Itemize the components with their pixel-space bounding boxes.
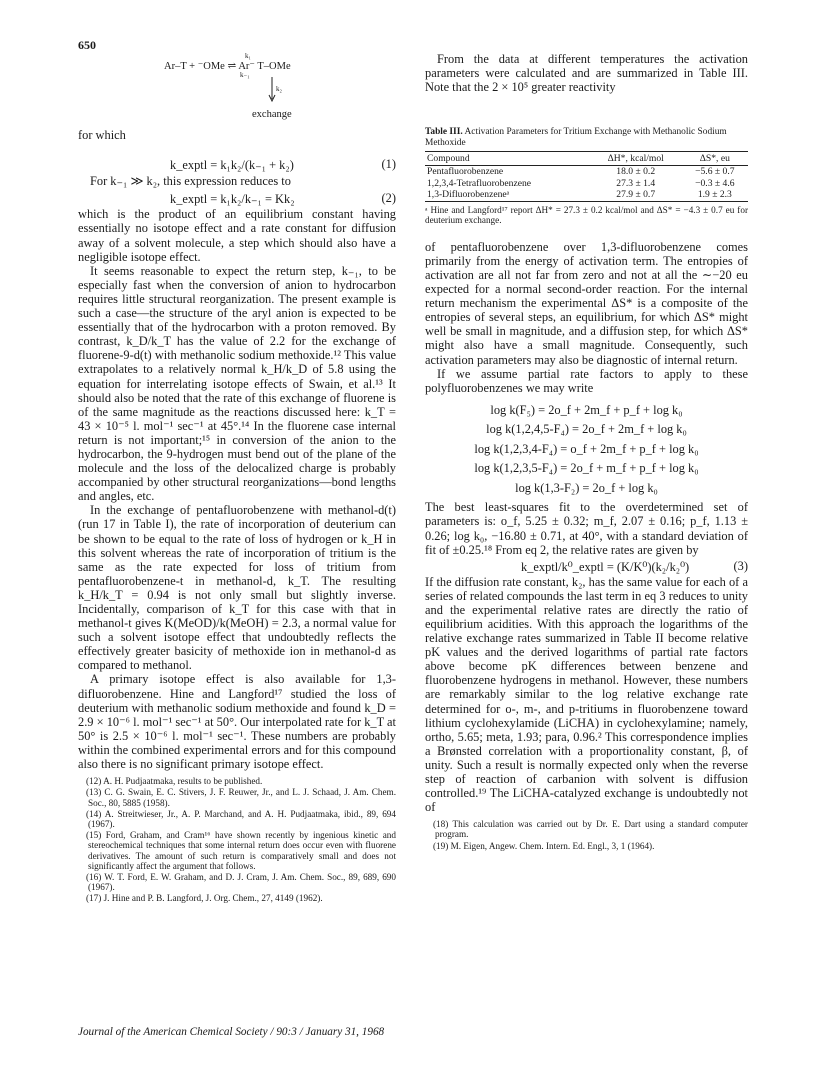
paragraph: From the data at different temperatures the activation parameters were calculated and are summarized in Table III. Note that the 2 × 10⁵ greater reactivity (425, 52, 748, 95)
paragraph: If the diffusion rate constant, k₂, has the same value for each of a series of related compounds the last term in eq 3 reduces to unity and the experimental relative rates are directly the ratio of equilibrium acidities. With this approach the logarithms of the relative exchange rates summarized in Table II become relative pK values and the derived logarithms of partial rate factors above become pK differences between benzene and fluorobenzene hydrogens in methanol. However, these numbers are remarkably similar to the log relative exchange rate determined for o-, m-, and p-tritiums in fluorobenzene toward lithium cyclohexylamide (LiCHA) in cyclohexylamine; namely, ortho, 5.65; meta, 1.93; para, 0.96.² This correspondence implies a Brønsted correlation with a proportionality constant, β, of unity. Such a result is normally expected only when the reverse step of reaction of carbanion with solvent is diffusion controlled.¹⁹ The LiCHA-catalyzed exchange is undoubtedly not of (425, 574, 748, 815)
table-cell: 18.0 ± 0.2 (616, 166, 656, 178)
log-equation: log k(1,3-F₂) = 2o_f + log k₀ (515, 480, 658, 495)
table-iii (425, 151, 748, 202)
table-caption-text: Activation Parameters for Tritium Exchange with Methanolic Sodium Methoxide (425, 127, 727, 149)
log-equation: log k(1,2,4,5-F₄) = 2o_f + 2m_f + log k₀ (486, 422, 687, 437)
table-caption (425, 127, 748, 149)
footnote: (14) A. Streitwieser, Jr., A. P. Marchand, and A. H. Pudjaatmaka, ibid., 89, 694 (1967). (86, 808, 396, 829)
paragraph: of pentafluorobenzene over 1,3-difluorobenzene comes primarily from the energy of activation term. The entropies of activation are all not far from zero and not at all the ∼−20 eu expected for a normal second-order reaction. For the internal return mechanism the experimental ΔS* is a composite of the entropies of several steps, an equilibrium, for which ΔS* might well be small in magnitude, and a diffusion step, for which ΔS* might also have a small magnitude. Consequently, such activation parameters may also be diagnostic of internal return. (425, 239, 748, 367)
scheme-k2: k₂ (276, 85, 282, 93)
scheme-product: exchange (252, 109, 292, 120)
equation-3 (425, 557, 748, 575)
footnotes-right (425, 818, 748, 851)
equation-2-body: k_exptl = k₁k₂/k₋₁ = Kk₂ (170, 192, 295, 207)
right-column (425, 52, 748, 852)
paragraph: which is the product of an equilibrium constant having essentially no isotope effect and a rate constant for diffusion away of a solvent molecule, a step which should also have a negligible isotope effect. (78, 207, 396, 264)
table-cell: 1.9 ± 2.3 (682, 189, 748, 201)
paragraph: In the exchange of pentafluorobenzene with methanol-d(t) (run 17 in Table I), the rate of incorporation of deuterium can be shown to be equal to the rate of loss of hydrogen or k_H in this solvent whereas the rate of incorporation of tritium is the same as the rate expected for loss of tritium from pentafluorobenzene-t in methanol-d, k_T. The resulting k_H/k_T = 0.94 is not only small but slightly inverse. Incidentally, comparison of k_T for this case with that in methanol-t gives K(MeOD)/k(MeOH) = 2.3, a normal value for such a solvent isotope effect that undoubtedly reflects the effectively greater basicity of methoxide ion in methanol-d as compared to methanol. (78, 503, 396, 673)
table-row (425, 166, 748, 178)
scheme-k-minus-1: k₋₁ (240, 71, 250, 79)
equation-3-number: (3) (733, 558, 748, 573)
table-cell: 27.3 ± 1.4 (616, 177, 656, 189)
footnotes-left (78, 775, 396, 903)
for-which: for which (78, 128, 126, 142)
table-cell: Pentafluorobenzene (427, 166, 504, 178)
scheme-equation: Ar–T + ⁻OMe ⇌ Ar⁻ T–OMe (164, 61, 291, 72)
paragraph: If we assume partial rate factors to apply to these polyfluorobenzenes we may write (425, 366, 748, 395)
table-cell: 1,3-Difluorobenzeneᵃ (425, 189, 590, 201)
equation-1-body: k_exptl = k₁k₂/(k₋₁ + k₂) (170, 158, 294, 173)
down-arrow-icon (268, 77, 276, 103)
paragraph: A primary isotope effect is also available for 1,3-difluorobenzene. Hine and Langford¹⁷ studied the loss of deuterium with methanolic sodium methoxide and found k_D = 2.9 × 10⁻⁶ l. mol⁻¹ sec⁻¹ at 50°. Our interpolated rate for k_T at 50° is 2.5 × 10⁻⁶ l. mol⁻¹ sec⁻¹. These numbers are probably within the combined experimental errors and for this compound also there is no significant primary isotope effect. (78, 672, 396, 772)
footnote: (16) W. T. Ford, E. W. Graham, and D. J. Cram, J. Am. Chem. Soc., 89, 689, 690 (1967). (86, 871, 396, 893)
journal-footer: Journal of the American Chemical Society / 90:3 / January 31, 1968 (78, 1026, 385, 1038)
footnote: (15) Ford, Graham, and Cram¹⁶ have shown recently by ingenious kinetic and stereochemical techniques that some internal return does occur even with fluorene derivatives. The amount of such return is comparatively small and does not significantly affect the argument that follows. (86, 830, 396, 871)
reaction-scheme (78, 52, 396, 128)
equation-1-number: (1) (381, 157, 396, 172)
equation-3-body: k_exptl/k⁰_exptl = (K/K⁰)(k₂/k₂⁰) (521, 559, 690, 574)
footnote: (17) J. Hine and P. B. Langford, J. Org. Chem., 27, 4149 (1962). (86, 893, 323, 904)
partial-rate-equations (425, 401, 748, 499)
log-equation: log k(F₅) = 2o_f + 2m_f + p_f + log k₀ (490, 402, 683, 417)
scheme-k1: k₁ (245, 52, 251, 60)
table-cell: −0.3 ± 4.6 (695, 177, 735, 189)
table-cell: −5.6 ± 0.7 (695, 166, 735, 178)
table-footnote: ᵃ Hine and Langford¹⁷ report ΔH* = 27.3 ± 0.2 kcal/mol and ΔS* = −4.3 ± 0.7 eu for deuterium exchange. (425, 204, 748, 226)
page-number: 650 (78, 38, 96, 52)
table-header: Compound (425, 152, 590, 166)
footnote: (13) C. G. Swain, E. C. Stivers, J. F. Reuwer, Jr., and L. J. Schaad, J. Am. Chem. Soc., 80, 5885 (1958). (86, 787, 396, 808)
table-header: ΔH*, kcal/mol (590, 152, 682, 166)
equation-1 (78, 155, 396, 173)
footnote: (19) M. Eigen, Angew. Chem. Intern. Ed. Engl., 3, 1 (1964). (433, 840, 655, 851)
paragraph: It seems reasonable to expect the return step, k₋₁, to be especially fast when the conversion of anion to hydrocarbon requires little structural reorganization. The present example is such a case—the structure of the aryl anion is expected to be essentially that of the hydrocarbon with a proton removed. By contrast, k_D/k_T has the value of 2.2 for the exchange of fluorene-9-d(t) with methanolic sodium methoxide.¹² This value extrapolates to a relatively normal k_H/k_D of 5.8 using the equation for interrelating isotope effects of Swain, et al.¹³ It should also be noted that the rate of this exchange of fluorene is of the same magnitude as the reactions discussed here: k_T = 43 × 10⁻⁵ l. mol⁻¹ sec⁻¹ at 45°.¹⁴ In the fluorene case internal return is not important;¹⁵ in conversion of the anion to the hydrocarbon, the 9-hydrogen must bend out of the plane of the molecule and the loss of the delocalized charge is probably accompanied by other structural reorganizations—bond lengths and angles, etc. (78, 263, 396, 504)
table-row (425, 178, 748, 190)
table-cell: 1,2,3,4-Tetrafluorobenzene (427, 177, 532, 189)
reduces-text: For k₋₁ ≫ k₂, this expression reduces to (90, 174, 291, 189)
log-equation: log k(1,2,3,4-F₄) = o_f + 2m_f + p_f + log k₀ (474, 441, 699, 456)
equation-2-number: (2) (381, 191, 396, 206)
table-row (425, 189, 748, 201)
table-label: Table III. (425, 127, 463, 138)
footnote: (18) This calculation was carried out by Dr. E. Dart using a standard computer program. (433, 819, 748, 840)
paragraph: The best least-squares fit to the overdetermined set of parameters is: o_f, 5.25 ± 0.32; m_f, 2.07 ± 0.16; p_f, 1.13 ± 0.26; log k₀, −16.80 ± 0.71, at 40°, with a standard deviation of fit of ±0.25.¹⁸ From eq 2, the relative rates are given by (425, 500, 748, 557)
log-equation: log k(1,2,3,5-F₄) = 2o_f + m_f + p_f + log k₀ (474, 461, 699, 476)
table-header: ΔS*, eu (682, 152, 748, 166)
table-cell: 27.9 ± 0.7 (590, 189, 682, 201)
equation-2 (78, 189, 396, 207)
left-column (78, 52, 396, 905)
footnote: (12) A. H. Pudjaatmaka, results to be published. (86, 776, 263, 787)
